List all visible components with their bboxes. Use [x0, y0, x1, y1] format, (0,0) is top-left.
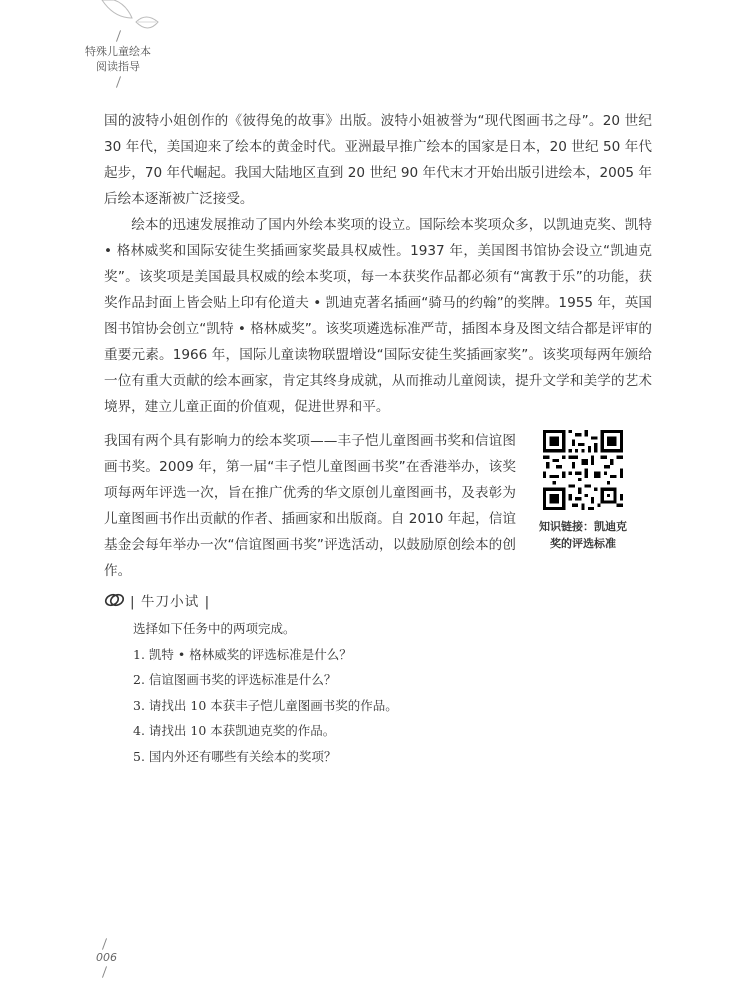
practice-heading	[104, 590, 210, 610]
main-text	[104, 108, 652, 420]
footer-divider	[102, 938, 107, 950]
qr-caption	[528, 518, 638, 552]
paragraph-3-block	[104, 428, 516, 584]
footer-divider	[102, 966, 107, 978]
task-item: 4. 请找出 10 本获凯迪克奖的作品。	[133, 723, 336, 738]
header-subtitle: 阅读指导	[96, 60, 140, 73]
paragraph-1: 国的波特小姐创作的《彼得兔的故事》出版。波特小姐被誉为“现代图画书之母”。20 世纪 30 年代，美国迎来了绘本的黄金时代。亚洲最早推广绘本的国家是日本，20 世纪 50 年代起步，70 年代崛起。我国大陆地区直到 20 世纪 90 年代末才开始出版引进绘本，2005 年后绘本逐渐被广泛接受。	[104, 113, 652, 207]
paperclip-icon	[104, 591, 126, 609]
header-title: 特殊儿童绘本	[85, 45, 151, 58]
task-intro: 选择如下任务中的两项完成。	[133, 621, 296, 636]
running-header	[78, 44, 158, 74]
task-item: 2. 信谊图画书奖的评选标准是什么？	[133, 672, 337, 687]
qr-caption-line: 知识链接：凯迪克	[539, 520, 627, 533]
paragraph-2: 绘本的迅速发展推动了国内外绘本奖项的设立。国际绘本奖项众多，以凯迪克奖、凯特 • 格林威奖和国际安徒生奖插画家奖最具权威性。1937 年，美国图书馆协会设立“凯迪克奖”。该奖项是美国最具权威的绘本奖项，每一本获奖作品都必须有“寓教于乐”的功能，获奖作品封面上皆会贴上印有伦道夫 • 凯迪克著名插画“骑马的约翰”的奖牌。1955 年，英国图书馆协会创立“凯特 • 格林威奖”。该奖项遴选标准严苛，插图本身及图文结合都是评审的重要元素。1966 年，国际儿童读物联盟增设“国际安徒生奖插画家奖”。该奖项每两年颁给一位有重大贡献的绘本画家，肯定其终身成就，从而推动儿童阅读，提升文学和美学的艺术境界，建立儿童正面的价值观，促进世界和平。	[104, 217, 652, 415]
page-number: 006	[96, 951, 117, 964]
task-item: 3. 请找出 10 本获丰子恺儿童图画书奖的作品。	[133, 697, 398, 713]
task-item: 1. 凯特 • 格林威奖的评选标准是什么？	[133, 646, 352, 662]
qr-caption-line: 奖的评选标准	[550, 537, 616, 550]
task-item: 5. 国内外还有哪些有关绘本的奖项？	[133, 748, 337, 764]
qr-code[interactable]	[543, 430, 623, 510]
header-divider	[116, 76, 121, 88]
paragraph-3: 我国有两个具有影响力的绘本奖项——丰子恺儿童图画书奖和信谊图画书奖。2009 年，第一届“丰子恺儿童图画书奖”在香港举办，该奖项每两年评选一次，旨在推广优秀的华文原创儿童图画书，及表彰为儿童图画书作出贡献的作者、插画家和出版商。自 2010 年起，信谊基金会每年举办一次“信谊图画书奖”评选活动，以鼓励原创绘本的创作。	[104, 433, 516, 579]
task-list	[133, 616, 633, 769]
practice-title: | 牛刀小试 |	[130, 594, 211, 610]
leaf-decoration-icon	[96, 0, 166, 40]
